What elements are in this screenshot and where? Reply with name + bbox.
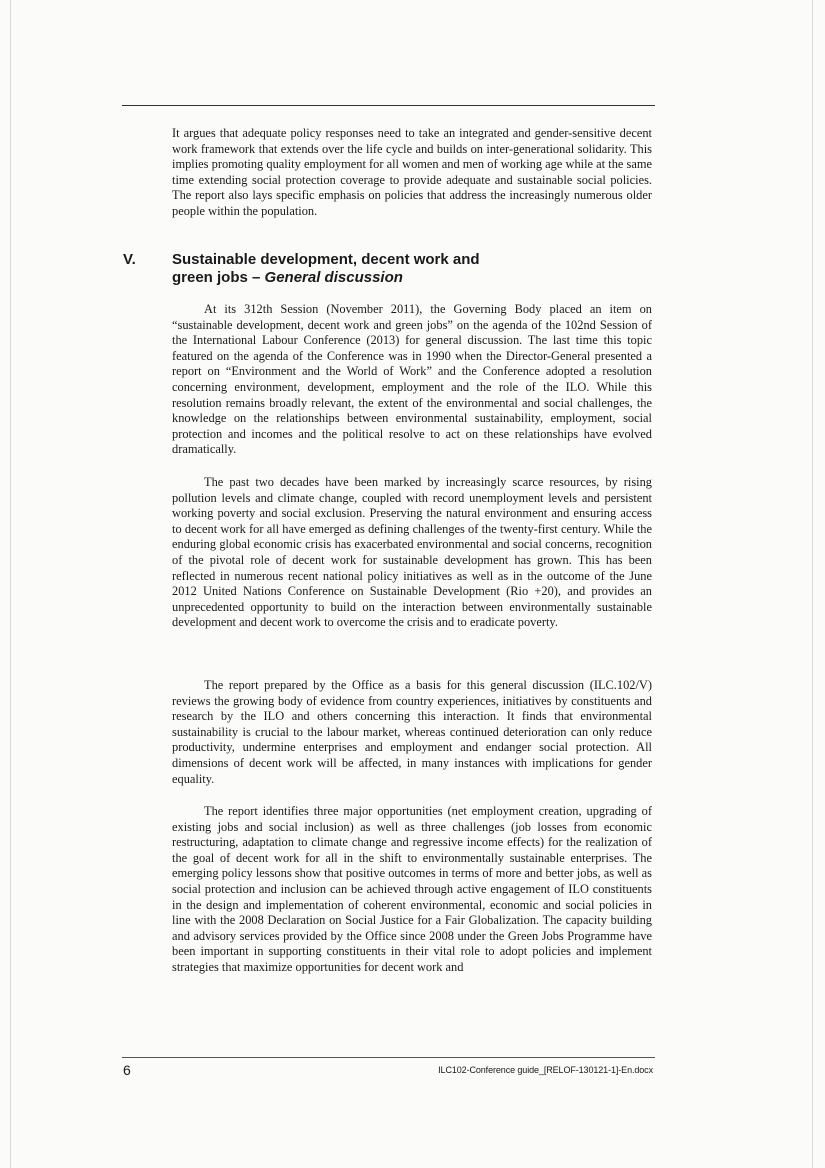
section-title-line2 — [172, 269, 652, 287]
body-paragraph: At its 312th Session (November 2011), the Governing Body placed an item on “sustainable development, decent work and green jobs” on the agenda of the 102nd Session of the International Labour Conference (2013) for general discussion. The last time this topic featured on the agenda of the Conference was in 1990 when the Director-General presented a report on “Environment and the World of Work” and the Conference adopted a resolution concerning environment, development, employment and the role of the ILO. While this resolution remains broadly relevant, the extent of the environmental and social challenges, the knowledge on the relationships between environmental sustainability, employment, social protection and incomes and the political resolve to act on these relationships have evolved dramatically. — [172, 302, 652, 457]
body-paragraph: The past two decades have been marked by increasingly scarce resources, by rising pollution levels and climate change, coupled with record unemployment levels and persistent working poverty and social exclusion. Preserving the natural environment and ensuring access to decent work for all have emerged as defining challenges of the twenty-first century. While the enduring global economic crisis has exacerbated environmental and social concerns, recognition of the pivotal role of decent work for sustainable development has grown. This has been reflected in numerous recent national policy initiatives as well as in the outcome of the June 2012 United Nations Conference on Sustainable Development (Rio +20), and provides an unprecedented opportunity to build on the interaction between environmentally sustainable development and decent work to overcome the crisis and to eradicate poverty. — [172, 475, 652, 630]
section-title-italic: General discussion — [264, 269, 403, 286]
document-reference: ILC102-Conference guide_[RELOF-130121-1]-En.docx — [438, 1065, 653, 1075]
intro-paragraph: It argues that adequate policy responses need to take an integrated and gender-sensitive decent work framework that extends over the life cycle and builds on inter-generational solidarity. This implies promoting quality employment for all women and men of working age while at the same time extending social protection coverage to provide adequate and sustainable social policies. The report also lays specific emphasis on policies that address the increasingly numerous older people within the population. — [172, 126, 652, 218]
section-title-line1: Sustainable development, decent work and — [172, 251, 480, 268]
footer-rule — [122, 1057, 655, 1058]
page-number: 6 — [123, 1062, 131, 1078]
body-paragraph: The report prepared by the Office as a basis for this general discussion (ILC.102/V) reviews the growing body of evidence from country experiences, initiatives by constituents and research by the ILO and others concerning this interaction. It finds that environmental sustainability is crucial to the labour market, whereas continued deterioration can only reduce productivity, undermine enterprises and employment and endanger social protection. All dimensions of decent work will be affected, in many instances with implications for gender equality. — [172, 678, 652, 786]
header-rule — [122, 105, 655, 106]
section-number: V. — [123, 251, 136, 268]
scan-edge-line — [812, 0, 813, 1168]
body-paragraph: The report identifies three major opportunities (net employment creation, upgrading of existing jobs and social inclusion) as well as three challenges (job losses from economic restructuring, adaptation to climate change and regressive income effects) for the realization of the goal of decent work for all in the shift to environmentally sustainable enterprises. The emerging policy lessons show that positive outcomes in terms of more and better jobs, as well as social protection and inclusion can be achieved through active engagement of ILO constituents in the design and implementation of coherent environmental, economic and social policies in line with the 2008 Declaration on Social Justice for a Fair Globalization. The capacity building and advisory services provided by the Office since 2008 under the Green Jobs Programme have been important in supporting constituents in their vital role to adopt policies and implement strategies that maximize opportunities for decent work and — [172, 804, 652, 974]
section-heading — [172, 251, 652, 287]
section-title-plain: green jobs – — [172, 269, 265, 286]
scan-edge-line — [10, 0, 11, 1168]
